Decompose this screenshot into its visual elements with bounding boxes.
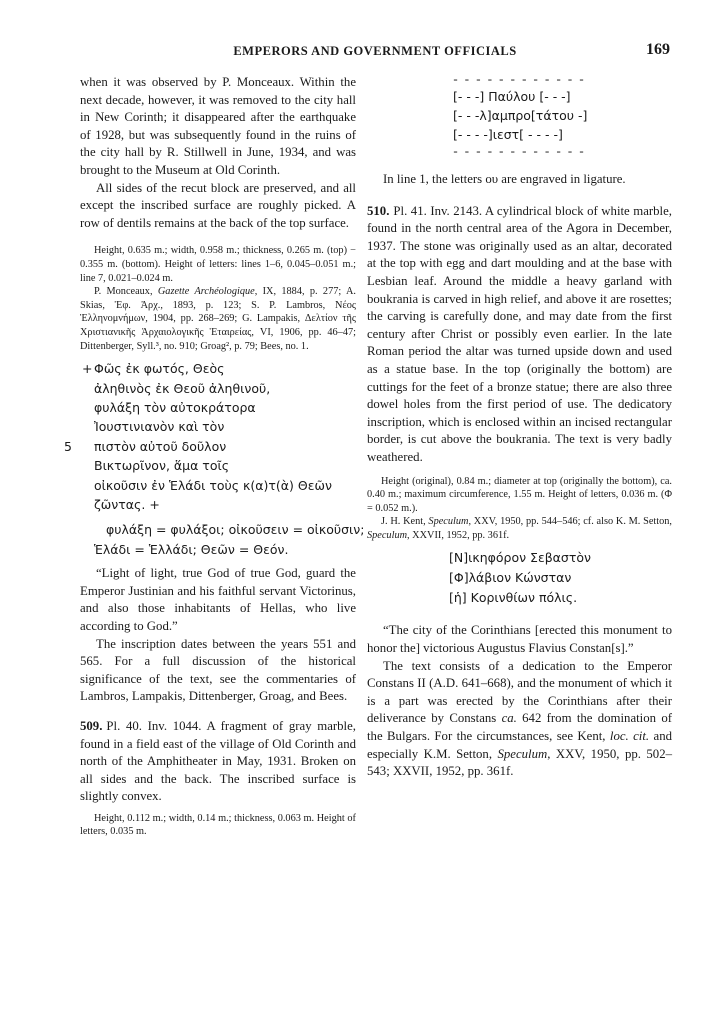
inscription-line: ζῶντας. + <box>94 496 160 512</box>
inscription-notes-line: φυλάξη = φυλάξοι; οἰκοῦσειν = οἰκοῦσιν; <box>106 522 365 538</box>
page-number: 169 <box>646 41 670 58</box>
lacuna-dashes-top: - - - - - - - - - - - - <box>453 72 586 86</box>
paragraph-block-description: All sides of the recut block are preserved, and all except the inscribed surface are roughly picked. A row of dentils remains at the back of the top surface. <box>80 180 356 230</box>
inscription-line: [- - -] Παύλου [- - -] <box>453 89 571 104</box>
page-header <box>80 40 670 64</box>
cross-symbol: + <box>82 361 93 377</box>
inscription-line: φυλάξη τὸν αὐτοκράτορα <box>94 399 256 415</box>
dimensions-text: Height, 0.635 m.; width, 0.958 m.; thickness, 0.265 m. (top) − 0.355 m. (bottom). Height of letters: lines 1–6, 0.045–0.051 m.; line 7, 0.021–0.024 m. <box>80 245 356 284</box>
ligature-note: In line 1, the letters ου are engraved in ligature. <box>383 172 626 186</box>
inscription-line: Ἰουστινιανὸν καὶ τὸν <box>94 419 225 435</box>
measurements-510 <box>367 475 672 543</box>
running-title: EMPERORS AND GOVERNMENT OFFICIALS <box>233 44 517 58</box>
inscription-line: ἀληθινὸς ἐκ Θεοῦ ἀληθινοῦ, <box>94 380 271 396</box>
line-number: 5 <box>64 438 72 454</box>
dimensions-text: Height (original), 0.84 m.; diameter at top (originally the bottom), ca. 0.40 m.; maximum circumference, 1.55 m. Height of letters, 0.036 m. (Φ = 0.052 m.). <box>367 475 672 514</box>
measurements-509: Height, 0.112 m.; width, 0.14 m.; thickness, 0.063 m. Height of letters, 0.035 m. <box>80 812 356 838</box>
dedication-inscription <box>367 548 672 608</box>
inscription-line: Βικτωρῖνον, ἅμα τοῖς <box>94 458 230 474</box>
translation-text: “Light of light, true God of true God, guard the Emperor Justinian and his faithful servant Victorinus, and also those inhabitants of Hellas, who live according to God.” <box>80 566 356 633</box>
inscription-line: οἰκοῦσιν ἐν Ἑλάδι τοὺς κ(α)τ(ὰ) Θεῶν <box>94 477 332 493</box>
measurements-block <box>80 244 356 353</box>
bibliography-text: P. Monceaux, Gazette Archéologique, IX, 1884, p. 277; A. Skias, Ἐφ. Ἀρχ., 1893, p. 123; S. P. Lambros, Νέος Ἑλληνομνήμων, 1904, pp. 268–269; G. Lampakis, Δελτίον τῆς Χριστιανικῆς Ἀρχαιολογικῆς Ἑταιρείας, VI, 1906, pp. 46–47; Dittenberger, Syll.³, no. 910; Groag², p. 79; Bees, no. 1. <box>80 286 356 352</box>
inscription-notes-line: Ἑλάδι = Ἑλλάδι; Θεῶν = Θεόν. <box>94 541 289 557</box>
inscription-block <box>64 359 365 559</box>
paragraph-dating: The inscription dates between the years 551 and 565. For a full discussion of the historical significance of the text, see the commentaries of Lambros, Lampakis, Dittenberger, Groag, and Bees. <box>80 636 356 704</box>
cross-symbol: + <box>149 496 160 512</box>
bibliography-text: J. H. Kent, Speculum, XXV, 1950, pp. 544–546; cf. also K. M. Setton, Speculum, XXVII, 1952, pp. 361f. <box>367 516 673 541</box>
catalogue-entry-510: 510. Pl. 41. Inv. 2143. A cylindrical block of white marble, found in the north central area of the Agora in December, 1937. The stone was originally used as an altar, decorated at the top with egg and dart moulding and at the base with Lesbian leaf. Around the middle a heavy garland with boukrania is carved in high relief, and above it are rosettes; the carving is carefully done, and may date from the first century after Christ or possibly even earlier. In the late Roman period the altar was turned upside down and used as a statue base. In the top (originally the bottom) are cuttings for the feet of a bronze statue; there are also three dowel holes from the first period of use. The dedicatory inscription, which is enclosed within an incised rectangular border, is cut above the boukrania. The text is very badly weathered. <box>367 203 672 464</box>
lacuna-dashes-bottom: - - - - - - - - - - - - <box>453 144 586 158</box>
right-column <box>367 74 672 781</box>
translation-text: “The city of the Corinthians [erected this monument to honor the] victorious Augustus Flavius Constan[s].” <box>367 623 672 656</box>
inscription-line: [- - -λ]αμπρο[τάτου -] <box>453 108 588 123</box>
left-column <box>64 74 365 839</box>
inscription-line: [Ν]ικηφόρον Σεβαστὸν <box>449 550 592 566</box>
inscription-line: 5 πιστὸν αὐτοῦ δοῦλον <box>94 437 356 456</box>
inscription-line: [ἡ] Κορινθίων πόλις. <box>449 590 578 606</box>
catalogue-entry-509: 509. Pl. 40. Inv. 1044. A fragment of gray marble, found in a field east of the village of Old Corinth and north of the Amphitheater in May, 1931. Broken on all sides and the back. The inscribed surface is slightly convex. <box>80 718 356 804</box>
entry-number: 510. <box>367 203 390 218</box>
inscription-line: + Φῶς ἐκ φωτός, Θεὸς <box>94 359 356 378</box>
paragraph-continuation: when it was observed by P. Monceaux. Within the next decade, however, it was removed to the city hall in New Corinth; it disappeared after the earthquake of 1928, but was subsequently found in the ruins of the city hall by R. Stillwell in June, 1934, and was brought to the Museum at Old Corinth. <box>80 75 356 177</box>
inscription-line: [- - - -]ιεστ[ - - - -] <box>453 127 563 142</box>
journal-title: Gazette Archéologique <box>157 286 255 298</box>
inscription-line: [Φ]λάβιον Κώνσταν <box>449 570 572 586</box>
fragment-inscription <box>367 87 672 144</box>
entry-number: 509. <box>80 718 103 733</box>
paragraph-discussion: The text consists of a dedication to the Emperor Constans II (A.D. 641–668), and the monument of which it is a part was erected by the Corinthians after their deliverance by Constans ca. 642 from the domination of the Bulgars. For the circumstances, see Kent, loc. cit. and especially K.M. Setton, Speculum, XXV, 1950, pp. 502–543; XXVII, 1952, pp. 361f. <box>367 658 672 779</box>
